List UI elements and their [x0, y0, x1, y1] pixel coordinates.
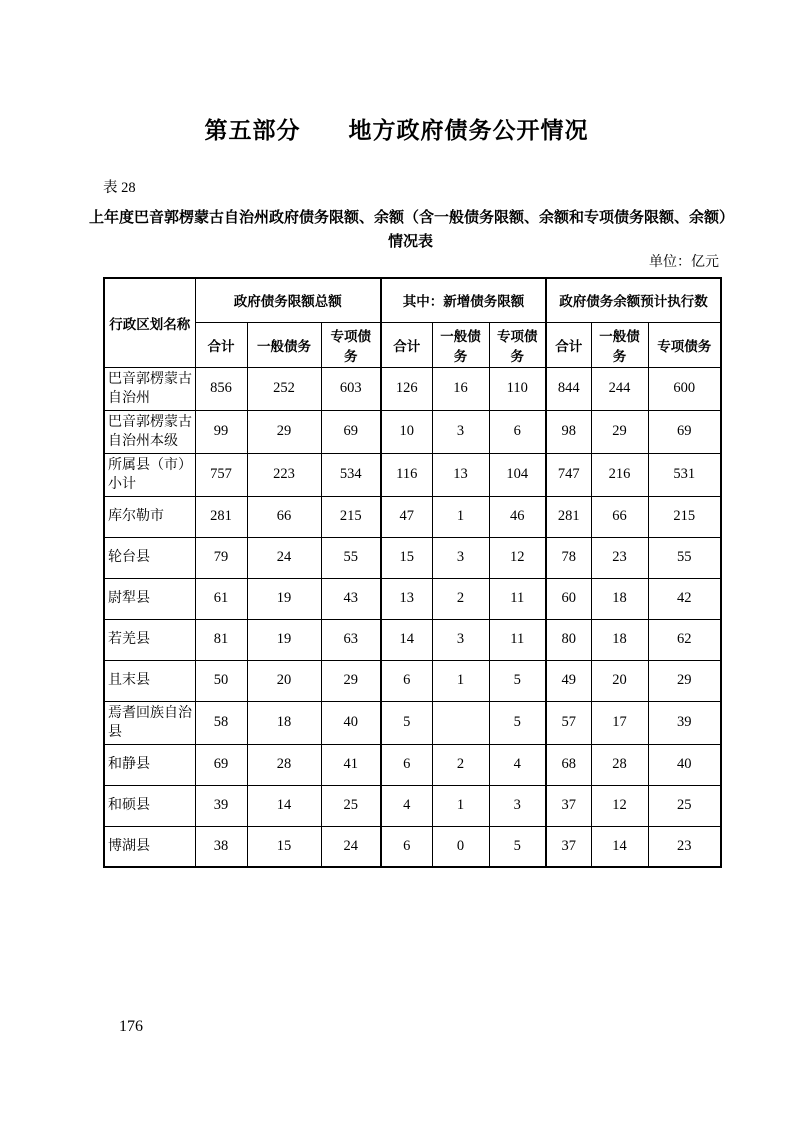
value-cell: 6 — [381, 744, 432, 785]
value-cell: 110 — [489, 367, 546, 410]
value-cell: 50 — [195, 660, 247, 701]
value-cell: 10 — [381, 410, 432, 453]
value-cell: 66 — [247, 496, 321, 537]
subheader-total: 合计 — [195, 322, 247, 367]
table-row — [104, 701, 721, 744]
value-cell: 15 — [247, 826, 321, 867]
subheader-general-debt: 一般债务 — [432, 322, 489, 367]
region-name-cell: 博湖县 — [104, 826, 195, 867]
value-cell: 24 — [321, 826, 381, 867]
value-cell: 844 — [546, 367, 591, 410]
value-cell: 14 — [591, 826, 648, 867]
value-cell: 18 — [591, 619, 648, 660]
value-cell: 19 — [247, 578, 321, 619]
table-header — [104, 278, 721, 367]
value-cell: 55 — [321, 537, 381, 578]
value-cell: 244 — [591, 367, 648, 410]
value-cell: 6 — [381, 660, 432, 701]
group-header-debt-limit-total: 政府债务限额总额 — [195, 278, 381, 322]
value-cell: 24 — [247, 537, 321, 578]
value-cell: 5 — [489, 701, 546, 744]
value-cell: 57 — [546, 701, 591, 744]
value-cell: 104 — [489, 453, 546, 496]
value-cell: 29 — [648, 660, 721, 701]
value-cell: 40 — [648, 744, 721, 785]
value-cell: 116 — [381, 453, 432, 496]
value-cell: 25 — [321, 785, 381, 826]
region-name-cell: 轮台县 — [104, 537, 195, 578]
table-row — [104, 496, 721, 537]
table-row — [104, 367, 721, 410]
subheader-total: 合计 — [381, 322, 432, 367]
value-cell: 25 — [648, 785, 721, 826]
group-header-debt-balance-estimate: 政府债务余额预计执行数 — [546, 278, 721, 322]
value-cell: 60 — [546, 578, 591, 619]
value-cell: 11 — [489, 619, 546, 660]
value-cell: 5 — [489, 826, 546, 867]
region-name-cell: 所属县（市）小计 — [104, 453, 195, 496]
value-cell: 1 — [432, 785, 489, 826]
value-cell: 23 — [591, 537, 648, 578]
region-name-cell: 库尔勒市 — [104, 496, 195, 537]
region-name-cell: 尉犁县 — [104, 578, 195, 619]
subheader-special-debt: 专项债务 — [648, 322, 721, 367]
value-cell: 58 — [195, 701, 247, 744]
value-cell: 281 — [195, 496, 247, 537]
value-cell: 2 — [432, 578, 489, 619]
value-cell: 5 — [489, 660, 546, 701]
value-cell: 69 — [321, 410, 381, 453]
table-body — [104, 367, 721, 867]
value-cell: 15 — [381, 537, 432, 578]
value-cell: 1 — [432, 496, 489, 537]
subheader-general-debt: 一般债务 — [591, 322, 648, 367]
value-cell: 215 — [648, 496, 721, 537]
value-cell: 55 — [648, 537, 721, 578]
value-cell: 14 — [381, 619, 432, 660]
table-title-line2: 情况表 — [387, 233, 433, 250]
value-cell: 19 — [247, 619, 321, 660]
region-name-cell: 焉耆回族自治县 — [104, 701, 195, 744]
value-cell: 12 — [591, 785, 648, 826]
section-heading: 第五部分 地方政府债务公开情况 — [204, 117, 589, 143]
table-row — [104, 537, 721, 578]
value-cell: 126 — [381, 367, 432, 410]
value-cell: 14 — [247, 785, 321, 826]
value-cell: 18 — [591, 578, 648, 619]
value-cell: 43 — [321, 578, 381, 619]
page-number: 176 — [119, 1018, 143, 1035]
subheader-general-debt: 一般债务 — [247, 322, 321, 367]
value-cell: 28 — [247, 744, 321, 785]
value-cell: 63 — [321, 619, 381, 660]
value-cell: 3 — [432, 410, 489, 453]
value-cell: 6 — [489, 410, 546, 453]
value-cell: 39 — [648, 701, 721, 744]
value-cell: 1 — [432, 660, 489, 701]
table-title-line1: 上年度巴音郭楞蒙古自治州政府债务限额、余额（含一般债务限额、余额和专项债务限额、余额） — [89, 209, 735, 226]
value-cell: 42 — [648, 578, 721, 619]
subheader-special-debt: 专项债务 — [489, 322, 546, 367]
value-cell: 46 — [489, 496, 546, 537]
debt-table — [103, 277, 722, 868]
value-cell: 0 — [432, 826, 489, 867]
table-row — [104, 826, 721, 867]
value-cell: 29 — [321, 660, 381, 701]
value-cell: 37 — [546, 785, 591, 826]
value-cell — [432, 701, 489, 744]
value-cell: 37 — [546, 826, 591, 867]
region-name-cell: 若羌县 — [104, 619, 195, 660]
value-cell: 531 — [648, 453, 721, 496]
value-cell: 28 — [591, 744, 648, 785]
value-cell: 18 — [247, 701, 321, 744]
region-name-cell: 和静县 — [104, 744, 195, 785]
value-cell: 534 — [321, 453, 381, 496]
table-row — [104, 785, 721, 826]
value-cell: 4 — [381, 785, 432, 826]
region-name-cell: 和硕县 — [104, 785, 195, 826]
value-cell: 80 — [546, 619, 591, 660]
value-cell: 11 — [489, 578, 546, 619]
value-cell: 20 — [591, 660, 648, 701]
value-cell: 757 — [195, 453, 247, 496]
table-row — [104, 619, 721, 660]
value-cell: 49 — [546, 660, 591, 701]
value-cell: 29 — [247, 410, 321, 453]
value-cell: 747 — [546, 453, 591, 496]
value-cell: 99 — [195, 410, 247, 453]
corner-header-cell: 行政区划名称 — [104, 278, 195, 367]
value-cell: 47 — [381, 496, 432, 537]
value-cell: 216 — [591, 453, 648, 496]
value-cell: 5 — [381, 701, 432, 744]
value-cell: 38 — [195, 826, 247, 867]
value-cell: 4 — [489, 744, 546, 785]
value-cell: 62 — [648, 619, 721, 660]
value-cell: 603 — [321, 367, 381, 410]
value-cell: 61 — [195, 578, 247, 619]
value-cell: 3 — [432, 537, 489, 578]
group-header-new-debt-limit: 其中：新增债务限额 — [381, 278, 546, 322]
value-cell: 223 — [247, 453, 321, 496]
value-cell: 13 — [381, 578, 432, 619]
value-cell: 252 — [247, 367, 321, 410]
value-cell: 281 — [546, 496, 591, 537]
value-cell: 39 — [195, 785, 247, 826]
region-name-cell: 巴音郭楞蒙古自治州本级 — [104, 410, 195, 453]
value-cell: 600 — [648, 367, 721, 410]
value-cell: 16 — [432, 367, 489, 410]
value-cell: 81 — [195, 619, 247, 660]
value-cell: 856 — [195, 367, 247, 410]
value-cell: 23 — [648, 826, 721, 867]
unit-note: 单位：亿元 — [649, 255, 719, 270]
value-cell: 2 — [432, 744, 489, 785]
value-cell: 215 — [321, 496, 381, 537]
table-row — [104, 453, 721, 496]
value-cell: 29 — [591, 410, 648, 453]
value-cell: 3 — [432, 619, 489, 660]
value-cell: 78 — [546, 537, 591, 578]
value-cell: 66 — [591, 496, 648, 537]
value-cell: 41 — [321, 744, 381, 785]
region-name-cell: 且末县 — [104, 660, 195, 701]
value-cell: 69 — [195, 744, 247, 785]
table-title — [89, 206, 735, 254]
table-header-row-subcolumns — [104, 322, 721, 367]
subheader-special-debt: 专项债务 — [321, 322, 381, 367]
subheader-total: 合计 — [546, 322, 591, 367]
value-cell: 13 — [432, 453, 489, 496]
value-cell: 69 — [648, 410, 721, 453]
table-number-label: 表 28 — [103, 180, 136, 196]
table-row — [104, 578, 721, 619]
table-row — [104, 660, 721, 701]
value-cell: 17 — [591, 701, 648, 744]
table-row — [104, 744, 721, 785]
value-cell: 3 — [489, 785, 546, 826]
value-cell: 79 — [195, 537, 247, 578]
value-cell: 98 — [546, 410, 591, 453]
table-header-row-groups — [104, 278, 721, 322]
region-name-cell: 巴音郭楞蒙古自治州 — [104, 367, 195, 410]
value-cell: 68 — [546, 744, 591, 785]
value-cell: 40 — [321, 701, 381, 744]
value-cell: 20 — [247, 660, 321, 701]
table-row — [104, 410, 721, 453]
value-cell: 6 — [381, 826, 432, 867]
value-cell: 12 — [489, 537, 546, 578]
